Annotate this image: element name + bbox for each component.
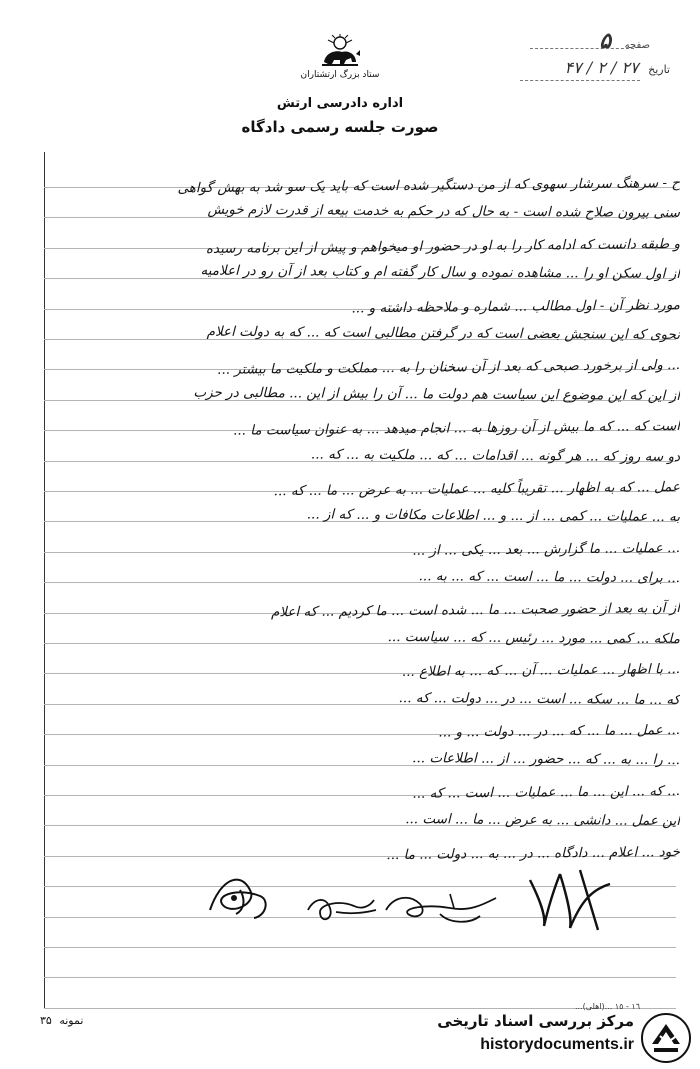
signature-3 <box>380 874 510 944</box>
handwritten-line: از اول سکن او را ... مشاهده نموده و سال کار گفته ام و کتاب بعد از آن رو در اعلامیه <box>200 262 681 283</box>
ruled-line <box>44 947 676 948</box>
handwritten-line: عمل ... که به اظهار ... تقریباً کلیه ... عملیات ... به عرض ... ما ... که ... <box>273 478 681 500</box>
handwritten-line: ... را ... به ... که ... حضور ... از ... اطلاعات ... <box>412 750 681 769</box>
form-number-value: ۳۵ <box>40 1014 52 1027</box>
archive-logo-icon <box>640 1012 692 1064</box>
handwritten-line: ... ولی از برخورد صبحی که بعد از آن سخنان را به ... مملکت و ملکیت ما بیشتر ... <box>217 357 681 379</box>
handwritten-line: ... با اظهار ... عملیات ... آن ... که ... به اطلاع ... <box>401 661 681 681</box>
page-number: ۵ <box>599 28 612 54</box>
handwritten-line: سنی بیرون صلاح شده است - به حال که در حکم به خدمت بیعه از قدرت لازم خویش <box>207 202 681 222</box>
signatures-area <box>190 860 650 940</box>
handwritten-line: ... عملیات ... ما گزارش ... بعد ... یکی ... از ... <box>412 539 681 559</box>
form-label: نمونه <box>59 1014 84 1027</box>
lion-and-sun-emblem-icon <box>318 34 362 68</box>
handwritten-line: دو سه روز که ... هر گونه ... اقدامات ... که ... ملکیت به ... که ... <box>310 445 681 465</box>
handwritten-line: است که ... که ما بیش از آن روزها به ... انجام میدهد ... به عنوان سیاست ما ... <box>232 418 681 439</box>
date-field <box>520 58 670 77</box>
handwritten-line: ... که ... این ... ما ... عملیات ... است ... که ... <box>412 782 681 802</box>
handwritten-line: نحوی که این سنجش بعضی است که در گرفتن مطالبی است که ... که به دولت اعلام <box>206 323 681 343</box>
handwritten-line: مورد نظر آن - اول مطالب ... شماره و ملاحظه داشته و ... <box>351 296 681 317</box>
date-label: تاریخ <box>648 63 670 76</box>
handwritten-line: ... عمل ... ما ... که ... در ... دولت ... و ... <box>438 722 681 741</box>
handwritten-line: به ... عملیات ... کمی ... از ... و ... اطلاعات مکافات و ... که از ... <box>306 506 681 526</box>
handwritten-line: از این که این موضوع این سیاست هم دولت ما ... آن را بیش از این ... مطالبی در حزب <box>193 384 681 404</box>
ruled-line <box>44 977 676 978</box>
page-label: صفحه <box>624 40 650 51</box>
watermark-url: historydocuments.ir <box>480 1036 634 1053</box>
watermark-name: مرکز بررسی اسناد تاریخی <box>437 1012 634 1030</box>
handwritten-line: این عمل ... دانشی ... به عرض ... ما ... است ... <box>405 811 681 830</box>
printer-note: ...١٦ - ١٥ ...(اهلی) <box>575 1002 640 1011</box>
date-value: ۲۷ / ۲ / ۴۷ <box>564 58 639 77</box>
page-field-line <box>530 48 634 49</box>
handwritten-line: که ... ما ... سکه ... است ... در ... دولت ... که ... <box>398 689 681 708</box>
signature-4 <box>520 860 630 940</box>
emblem-caption: ستاد بزرگ ارتشتاران <box>300 70 380 80</box>
department-name: اداره دادرسی ارتش <box>276 96 404 111</box>
handwritten-line: از آن به بعد از حضور صحبت ... ما ... شده است ... ما کردیم ... که اعلام <box>270 600 681 621</box>
document-title: صورت جلسه رسمی دادگاه <box>241 118 439 136</box>
watermark <box>420 1010 696 1066</box>
handwritten-line: ملکه ... کمی ... مورد ... رئیس ... که ... سیاست ... <box>387 628 681 647</box>
signature-2 <box>300 880 390 940</box>
date-field-line <box>520 80 640 81</box>
handwritten-line: ح - سرهنگ سرشار سهوی که از من دستگیر شده است که باید یک سو شد به بهش گواهی <box>177 175 681 197</box>
signature-1 <box>200 860 290 930</box>
form-number <box>40 1014 83 1027</box>
handwritten-line: خود ... اعلام ... دادگاه ... در ... به ... دولت ... ما ... <box>386 843 681 863</box>
handwritten-line: ... برای ... دولت ... ما ... است ... که ... به ... <box>418 568 681 587</box>
page-number-field <box>530 28 650 54</box>
handwritten-line: و طبقه دانست که ادامه کار را به او در حضور او میخواهم و پیش از این برنامه رسیده <box>205 235 681 257</box>
handwritten-body <box>30 168 680 867</box>
